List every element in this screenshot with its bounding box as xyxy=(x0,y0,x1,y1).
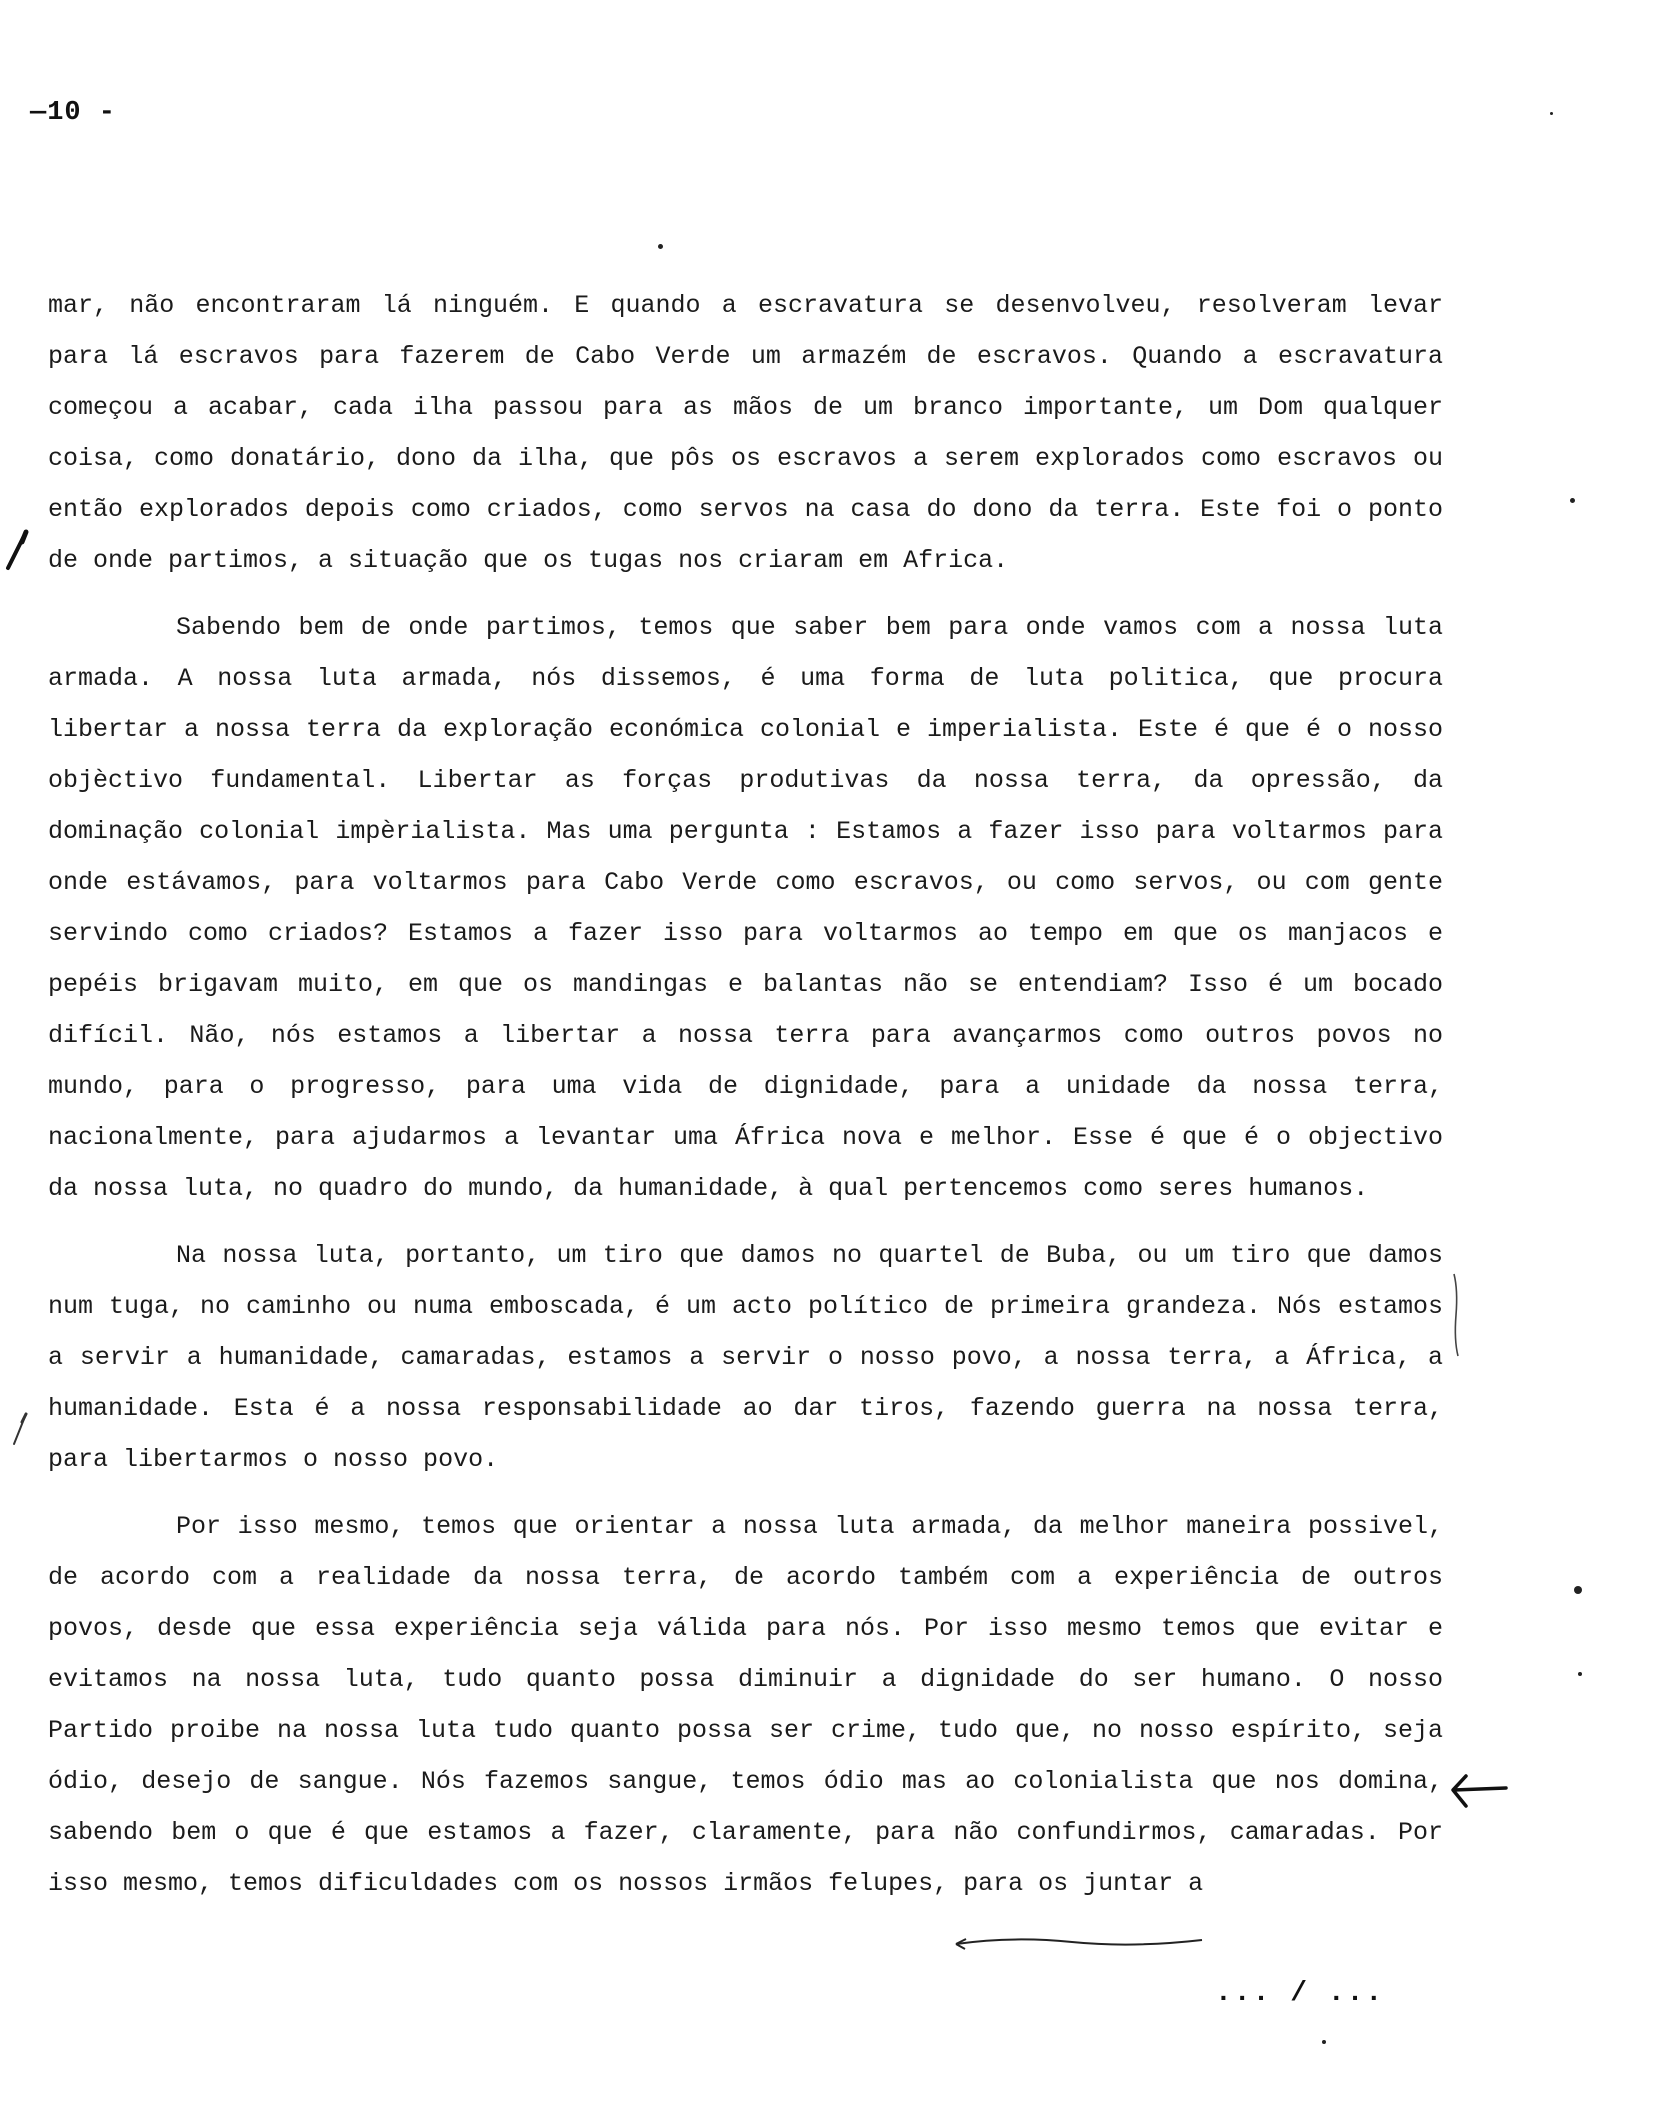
scan-speckle xyxy=(1322,2040,1326,2044)
paragraph-3: Na nossa luta, portanto, um tiro que damos no quartel de Buba, ou um tiro que damos num tuga, no caminho ou numa emboscada, é um acto político de primeira grandeza. Nós estamos a servir a humanidade, camaradas, estamos a servir o nosso povo, a nossa terra, a África, a humanidade. Esta é a nossa responsabilidade ao dar tiros, fazendo guerra na nossa terra, para libertarmos o nosso povo. xyxy=(48,1241,1443,1474)
scan-speckle xyxy=(1550,112,1553,115)
paragraph-1: mar, não encontraram lá ninguém. E quando a escravatura se desenvolveu, resolveram levar para lá escravos para fazerem de Cabo Verde um armazém de escravos. Quando a escravatura começou a acabar, cada ilha passou para as mãos de um branco importante, um Dom qualquer coisa, como donatário, dono da ilha, que pôs os escravos a serem explorados como escravos ou então explorados depois como criados, como servos na casa do dono da terra. Este foi o ponto de onde partimos, a situação que os tugas nos criaram em Africa. xyxy=(48,291,1443,575)
margin-arrow-icon xyxy=(1448,1768,1510,1812)
page-number: —10 - xyxy=(30,98,117,128)
continuation-marker: ... / ... xyxy=(1215,1978,1385,2009)
scan-speckle xyxy=(1574,1586,1582,1594)
margin-tick-mark-1 xyxy=(2,528,32,574)
margin-tick-mark-2 xyxy=(6,1410,32,1450)
scan-speckle xyxy=(1570,498,1575,503)
scan-speckle xyxy=(658,244,663,249)
margin-bracket-mark xyxy=(1450,1270,1464,1360)
paragraph-2: Sabendo bem de onde partimos, temos que saber bem para onde vamos com a nossa luta armada. A nossa luta armada, nós dissemos, é uma forma de luta politica, que procura libertar a nossa terra da exploração económica colonial e imperialista. Este é que é o nosso objèctivo fundamental. Libertar as forças produtivas da nossa terra, da opressão, da dominação colonial impèrialista. Mas uma pergunta : Estamos a fazer isso para voltarmos para onde estávamos, para voltarmos para Cabo Verde como escravos, ou como servos, ou com gente servindo como criados? Estamos a fazer isso para voltarmos ao tempo em que os manjacos e pepéis brigavam muito, em que os mandingas e balantas não se entendiam? Isso é um bocado difícil. Não, nós estamos a libertar a nossa terra para avançarmos como outros povos no mundo, para o progresso, para uma vida de dignidade, para a unidade da nossa terra, nacionalmente, para ajudarmos a levantar uma África nova e melhor. Esse é que é o objectivo da nossa luta, no quadro do mundo, da humanidade, à qual pertencemos como seres humanos. xyxy=(48,613,1443,1203)
handwritten-underline xyxy=(952,1932,1212,1954)
body-text xyxy=(48,280,1443,1909)
paragraph-4: Por isso mesmo, temos que orientar a nossa luta armada, da melhor maneira possivel, de acordo com a realidade da nossa terra, de acordo também com a experiência de outros povos, desde que essa experiência seja válida para nós. Por isso mesmo temos que evitar e evitamos na nossa luta, tudo quanto possa diminuir a dignidade do ser humano. O nosso Partido proibe na nossa luta tudo quanto possa ser crime, tudo que, no nosso espírito, seja ódio, desejo de sangue. Nós fazemos sangue, temos ódio mas ao colonialista que nos domina, sabendo bem o que é que estamos a fazer, claramente, para não confundirmos, camaradas. Por isso mesmo, temos dificuldades com os nossos irmãos felupes, para os juntar a xyxy=(48,1512,1443,1898)
scan-speckle xyxy=(1578,1672,1582,1676)
